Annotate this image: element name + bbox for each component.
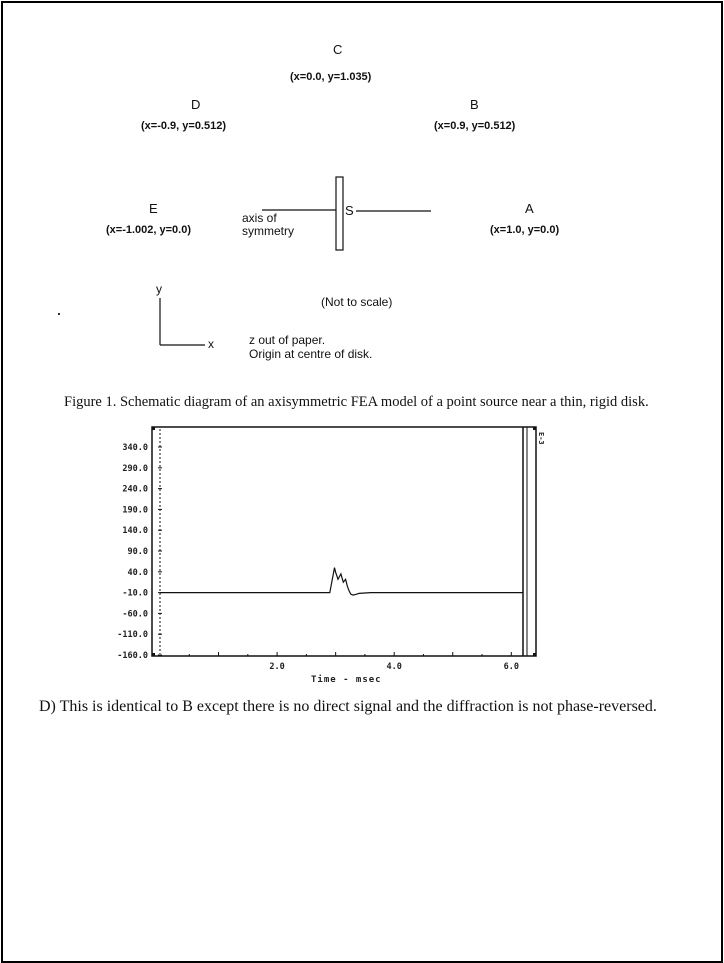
- x-tick-label: 4.0: [386, 662, 402, 672]
- corner-mark: [533, 427, 536, 430]
- corner-mark: [533, 653, 536, 656]
- x-tick-label: 6.0: [503, 662, 519, 672]
- corner-mark: [152, 427, 155, 430]
- y-tick-label: 140.0: [122, 526, 148, 537]
- y-tick-label: -160.0: [117, 651, 148, 661]
- point-a-coord: (x=1.0, y=0.0): [490, 224, 560, 236]
- point-d-label: D: [191, 97, 201, 112]
- chart-frame: [152, 427, 545, 656]
- point-c-coord: (x=0.0, y=1.035): [290, 71, 372, 83]
- point-b-coord: (x=0.9, y=0.512): [434, 120, 516, 132]
- plot-border: [152, 427, 536, 656]
- y-tick-label: -110.0: [117, 630, 148, 641]
- side-label: E-3: [537, 432, 545, 445]
- point-e-coord: (x=-1.002, y=0.0): [106, 224, 192, 236]
- note-line1: z out of paper.: [249, 333, 326, 347]
- source-label: S: [345, 203, 354, 218]
- axis-label-line2: symmetry: [242, 224, 294, 238]
- corner-mark: [152, 653, 155, 656]
- figure-caption: Figure 1. Schematic diagram of an axisymmetric FEA model of a point source near a thin, rigid disk.: [64, 394, 649, 410]
- stray-dot: [58, 313, 60, 315]
- origin-note: [249, 333, 372, 361]
- x-tick-label: 2.0: [269, 662, 285, 672]
- point-e-label: E: [149, 201, 158, 216]
- point-d-coord: (x=-0.9, y=0.512): [141, 120, 227, 132]
- x-axis-title: Time - msec: [311, 675, 382, 685]
- y-tick-label: 90.0: [127, 547, 148, 557]
- axis-of-symmetry-label: [242, 212, 294, 238]
- point-b-label: B: [470, 97, 479, 112]
- note-line2: Origin at centre of disk.: [249, 347, 373, 361]
- disk-shape: [336, 177, 343, 250]
- y-tick-label: -10.0: [122, 588, 148, 599]
- y-axis-label: y: [156, 282, 162, 296]
- y-tick-label: 190.0: [122, 505, 148, 516]
- y-tick-label: 290.0: [122, 463, 148, 474]
- series-line: [160, 568, 523, 596]
- point-c-label: C: [333, 42, 343, 57]
- body-paragraph: D) This is identical to B except there is no direct signal and the diffraction is not phase-reversed.: [39, 698, 657, 715]
- point-a-label: A: [525, 201, 534, 216]
- y-tick-label: 40.0: [127, 567, 148, 578]
- y-tick-labels: [117, 443, 162, 661]
- y-tick-label: 240.0: [122, 484, 148, 495]
- x-tick-labels: [189, 652, 519, 672]
- waveform-chart: [0, 420, 724, 690]
- y-tick-label: -60.0: [122, 609, 148, 620]
- y-tick-label: 340.0: [122, 443, 148, 453]
- axis-label-line1: axis of: [242, 211, 277, 225]
- not-to-scale-label: (Not to scale): [321, 295, 393, 309]
- x-axis-label: x: [208, 337, 214, 351]
